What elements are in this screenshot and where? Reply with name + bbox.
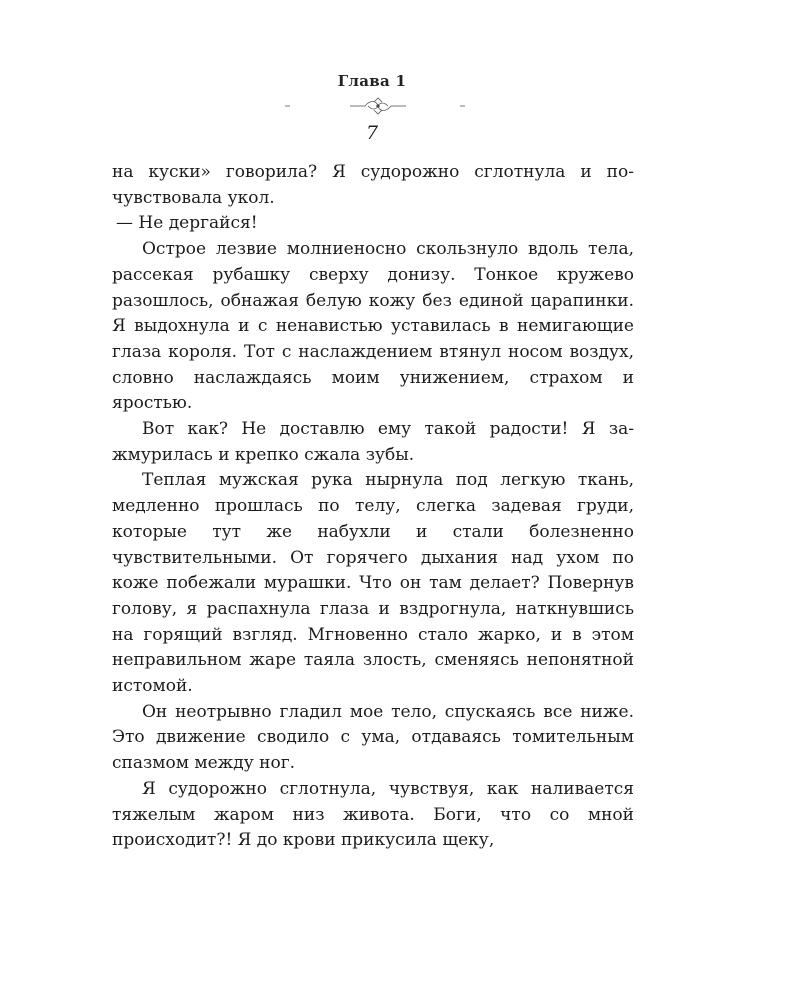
paragraph: Он неотрывно гладил мое тело, спускаясь все ниже. Это движение сводило с ума, отдаваясь томительным спазмом между ног. [112, 701, 634, 774]
body-text [112, 160, 634, 854]
paragraph: Я судорожно сглотнула, чувствуя, как наливается тяжелым жаром низ живота. Боги, что со мной происходит?! Я до крови прикусила щеку, [112, 778, 634, 851]
paragraph: Теплая мужская рука нырнула под легкую ткань, медленно прошлась по телу, слегка задевая груди, которые тут же набухли и стали болезненно чувствительными. От горячего дыхания над ухом по коже побежали мурашки. Что он там делает? Повернув голову, я распахнула глаза и вздрогнула, наткнувшись на горящий взгляд. Мгновенно стало жарко, и в этом неправильном жаре таяла злость, сменяясь непонятной истомой. [112, 470, 634, 697]
ornament-divider-icon [280, 96, 470, 116]
paragraph: на куски» говорила? Я судорожно сглотнула и почувствовала укол. [112, 162, 634, 208]
paragraph: Вот как? Не доставлю ему такой радости! Я зажмурилась и крепко сжала зубы. [112, 419, 634, 465]
page-number: 7 [365, 122, 379, 144]
chapter-title: Глава 1 [337, 72, 407, 90]
paragraph: Острое лезвие молниеносно скользнуло вдоль тела, рассекая рубашку сверху донизу. Тонкое кружево разошлось, обнажая белую кожу без единой царапинки. Я выдохнула и с ненавистью уставилась в немигающие глаза короля. Тот с наслаждением втянул носом воздух, словно наслаждаясь моим унижением, страхом и яростью. [112, 239, 634, 414]
paragraph-dialogue: — Не дергайся! [116, 213, 258, 234]
